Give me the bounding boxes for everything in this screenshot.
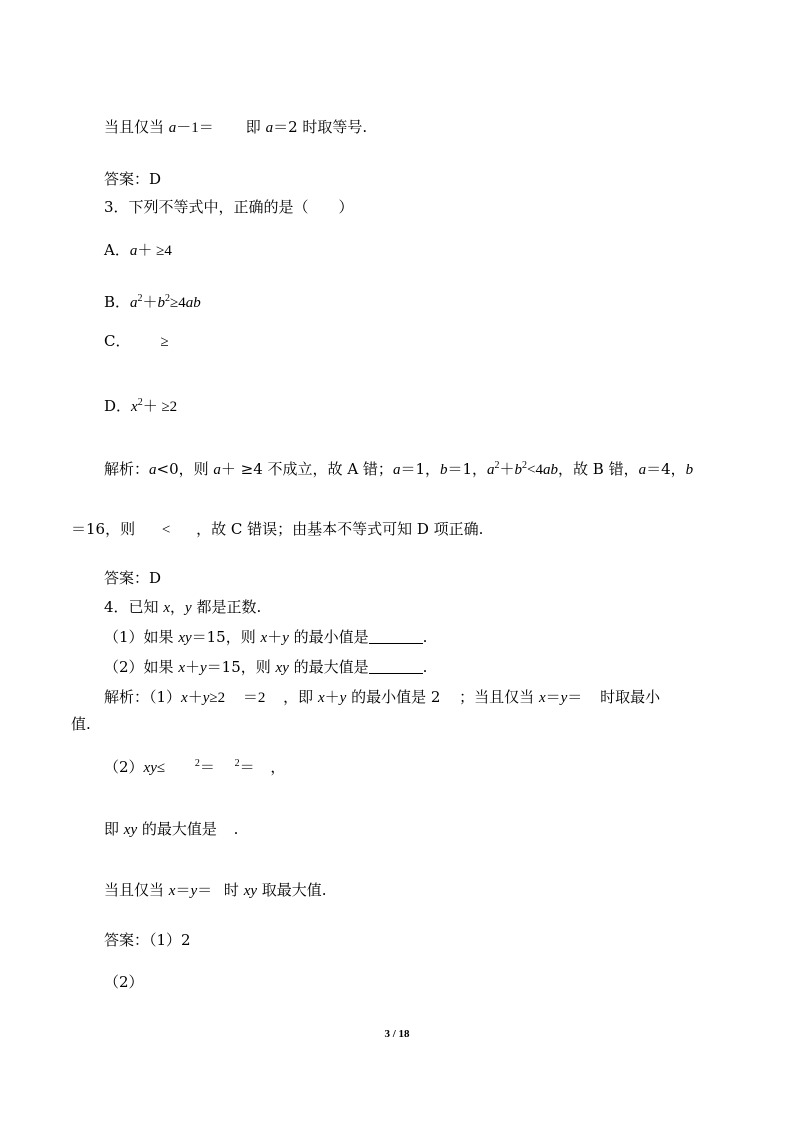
line-equality-condition: 当且仅当 a－1＝ 即 a＝2 时取等号. [104,118,368,136]
solution-4-line-2: 值. [71,715,91,733]
answer-4-part-2: （2） [104,973,144,991]
page-number: 3 / 18 [384,1028,410,1040]
question-3-stem: 3．下列不等式中，正确的是（ ） [104,198,354,216]
answer-blank-2 [369,659,423,674]
solution-3-line-1: 解析：a<0，则 a＋ ≥4 不成立，故 A 错；a＝1，b＝1，$a^2+b^2<4ab$，故 B 错，a＝4，b [104,460,694,478]
answer-blank-1 [369,629,423,644]
question-4-part-1: （1）如果 xy＝15，则 x＋y 的最小值是 . [104,628,428,646]
solution-3-line-2: ＝16，则 < ，故 C 错误；由基本不等式可知 D 项正确. [71,520,484,538]
solution-4-line-5: 当且仅当 x＝y＝ 时 xy 取最大值. [104,881,327,899]
question-4-part-2: （2）如果 x＋y＝15，则 xy 的最大值是 . [104,658,428,676]
option-c: C． ≥ [104,332,169,350]
answer-4-part-1: 答案：（1）2 [104,931,191,949]
solution-4-line-4: 即 xy 的最大值是 . [104,820,239,838]
option-a: A．a＋ ≥4 [104,241,172,259]
option-b: B．$a^2+b^2\ge 4ab$ [104,293,201,311]
answer-3: 答案：D [104,569,162,587]
answer-2: 答案：D [104,170,162,188]
question-4-stem: 4．已知 x，y 都是正数. [104,598,262,616]
option-d: D．$x^2+ \ge 2$ [104,397,178,415]
solution-4-line-1: 解析：（1）x＋y≥2 ＝2 ，即 x＋y 的最小值是 2 ；当且仅当 x＝y＝ 时取最小 [104,688,661,706]
solution-4-line-3: （2）xy≤ $^2$＝ $^2$＝ ， [104,758,286,776]
